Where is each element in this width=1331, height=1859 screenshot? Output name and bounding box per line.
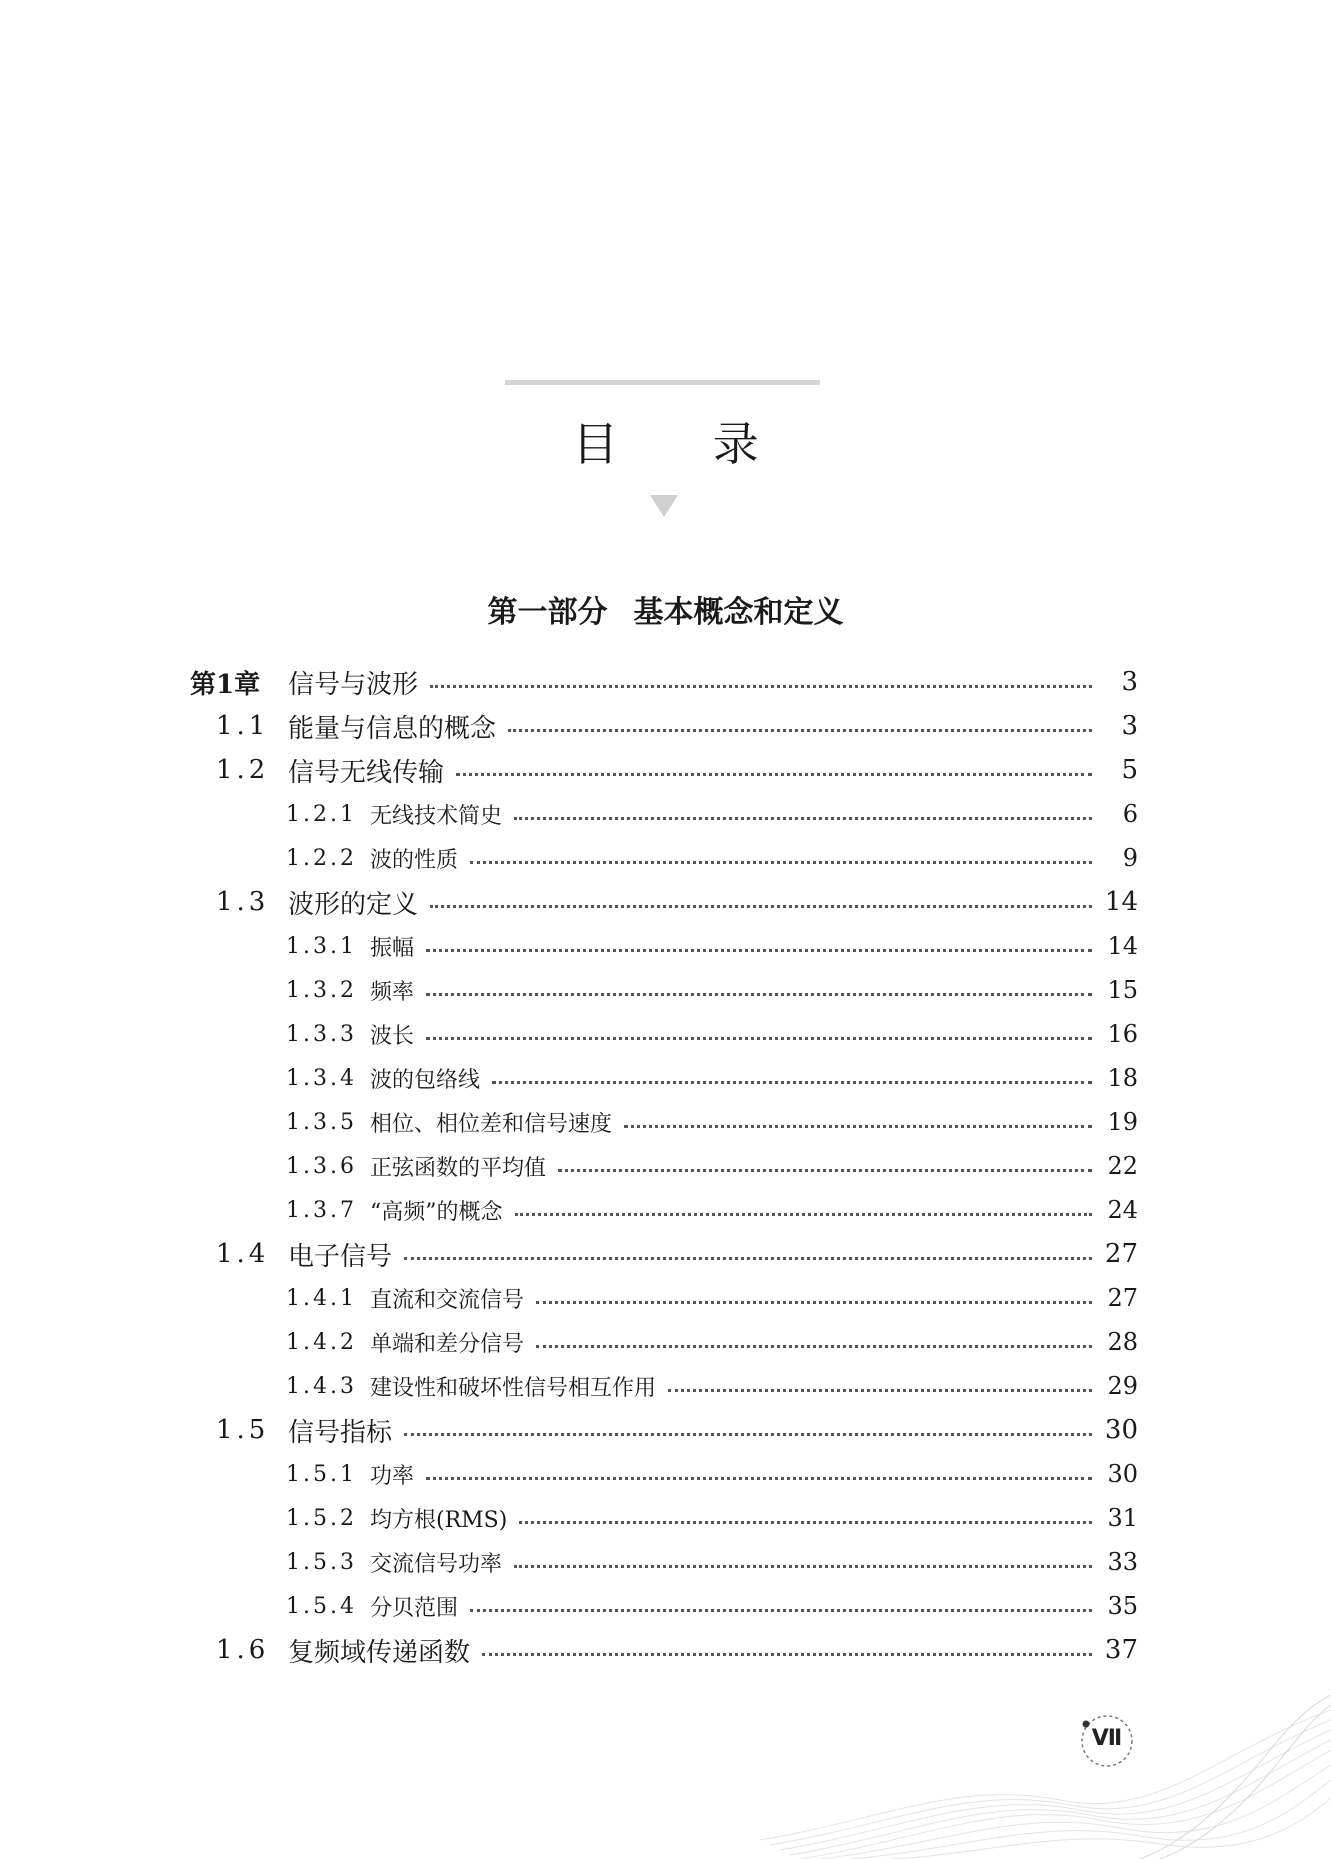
toc-entry[interactable] bbox=[190, 968, 1138, 1012]
toc-entry-page: 14 bbox=[1104, 887, 1138, 917]
toc-entry-title: 电子信号 bbox=[288, 1241, 393, 1272]
toc-entry-number: 1.4.3 bbox=[286, 1373, 357, 1399]
toc-entry-number: 1.3.1 bbox=[286, 933, 357, 959]
page-title: 目 录 bbox=[572, 417, 799, 471]
dot-leader bbox=[536, 1344, 1092, 1348]
toc-entry[interactable] bbox=[190, 792, 1138, 836]
toc-entry-page: 16 bbox=[1107, 1020, 1138, 1048]
toc-entry-page: 3 bbox=[1121, 667, 1138, 697]
toc-entry-number: 1.2 bbox=[216, 755, 270, 785]
toc-entry-page: 27 bbox=[1104, 1239, 1138, 1269]
dot-leader bbox=[514, 816, 1092, 820]
dot-leader bbox=[536, 1300, 1092, 1304]
dot-leader bbox=[514, 1564, 1092, 1568]
toc-entry-title: 分贝范围 bbox=[370, 1595, 459, 1621]
toc-entry-title: 无线技术简史 bbox=[370, 803, 503, 829]
toc-entry[interactable] bbox=[190, 880, 1138, 924]
toc-entry-number: 1.4.2 bbox=[286, 1329, 357, 1355]
toc-entry[interactable] bbox=[190, 1144, 1138, 1188]
toc-entry[interactable] bbox=[190, 1628, 1138, 1672]
dot-leader bbox=[508, 728, 1092, 732]
toc-entry-page: 24 bbox=[1107, 1196, 1138, 1224]
toc-entry-title: 均方根(RMS) bbox=[370, 1507, 508, 1533]
toc-entry[interactable] bbox=[190, 1276, 1138, 1320]
toc-entry[interactable] bbox=[190, 1232, 1138, 1276]
toc-entry-page: 22 bbox=[1107, 1152, 1138, 1180]
toc-entry-number: 1.2.1 bbox=[286, 801, 357, 827]
toc-entry-title: 能量与信息的概念 bbox=[288, 713, 497, 744]
title-top-rule bbox=[505, 380, 820, 385]
decorative-wave bbox=[760, 1690, 1331, 1859]
toc-entry-title: 信号无线传输 bbox=[288, 757, 445, 788]
toc-entry-number: 1.5.4 bbox=[286, 1593, 357, 1619]
toc-entry[interactable] bbox=[190, 660, 1138, 704]
toc-entry[interactable] bbox=[190, 1364, 1138, 1408]
toc-entry-title: 复频域传递函数 bbox=[288, 1637, 471, 1668]
toc-entry-page: 3 bbox=[1121, 711, 1138, 741]
dot-leader bbox=[482, 1652, 1092, 1656]
toc-entry-title: “高频”的概念 bbox=[370, 1199, 503, 1225]
toc-entry-page: 37 bbox=[1104, 1635, 1138, 1665]
toc-entry-title: 相位、相位差和信号速度 bbox=[370, 1111, 613, 1137]
toc-entry-number: 1.3 bbox=[216, 887, 270, 917]
dot-leader bbox=[426, 948, 1092, 952]
toc-entry[interactable] bbox=[190, 1320, 1138, 1364]
toc-entry-page: 15 bbox=[1107, 976, 1138, 1004]
toc-entry-title: 波的性质 bbox=[370, 847, 459, 873]
toc-entry-title: 振幅 bbox=[370, 935, 415, 961]
toc-entry[interactable] bbox=[190, 1056, 1138, 1100]
dot-leader bbox=[515, 1212, 1093, 1216]
dot-leader bbox=[430, 904, 1092, 908]
toc-entry-title: 正弦函数的平均值 bbox=[370, 1155, 547, 1181]
toc-entry[interactable] bbox=[190, 1584, 1138, 1628]
toc-entry-title: 频率 bbox=[370, 979, 415, 1005]
toc-entry-page: 31 bbox=[1107, 1504, 1138, 1532]
toc-entry-number: 1.3.6 bbox=[286, 1153, 357, 1179]
dot-leader bbox=[668, 1388, 1092, 1392]
toc-entry-number: 1.5.3 bbox=[286, 1549, 357, 1575]
toc-entry-number: 1.3.5 bbox=[286, 1109, 357, 1135]
dot-leader bbox=[624, 1124, 1092, 1128]
toc-entry-number: 1.4.1 bbox=[286, 1285, 357, 1311]
dot-leader bbox=[426, 992, 1092, 996]
dot-leader bbox=[558, 1168, 1092, 1172]
dot-leader bbox=[456, 772, 1092, 776]
dot-leader bbox=[404, 1256, 1092, 1260]
toc-entry-page: 30 bbox=[1104, 1415, 1138, 1445]
toc-entry-title: 直流和交流信号 bbox=[370, 1287, 525, 1313]
dot-leader bbox=[519, 1520, 1092, 1524]
dot-leader bbox=[426, 1476, 1092, 1480]
toc-entry-number: 1.3.7 bbox=[286, 1197, 357, 1223]
toc-entry-number: 1.1 bbox=[216, 711, 270, 741]
toc-entry-title: 波长 bbox=[370, 1023, 415, 1049]
toc-entry-number: 1.3.4 bbox=[286, 1065, 357, 1091]
toc-entry[interactable] bbox=[190, 1540, 1138, 1584]
toc-entry-page: 30 bbox=[1107, 1460, 1138, 1488]
toc-entry[interactable] bbox=[190, 1496, 1138, 1540]
page-number: Ⅶ bbox=[1091, 1726, 1123, 1751]
dot-leader bbox=[404, 1432, 1092, 1436]
toc-entry[interactable] bbox=[190, 836, 1138, 880]
toc-entry-page: 9 bbox=[1122, 844, 1138, 872]
toc-entry-title: 信号与波形 bbox=[288, 669, 419, 700]
part-name: 基本概念和定义 bbox=[633, 595, 844, 630]
part-heading bbox=[0, 587, 1331, 631]
toc-entry-page: 28 bbox=[1107, 1328, 1138, 1356]
toc-entry-title: 建设性和破坏性信号相互作用 bbox=[370, 1375, 657, 1401]
dot-leader bbox=[470, 860, 1092, 864]
toc-entry-page: 19 bbox=[1107, 1108, 1138, 1136]
toc-entry-page: 33 bbox=[1107, 1548, 1138, 1576]
dot-leader bbox=[492, 1080, 1092, 1084]
toc-entry[interactable] bbox=[190, 1188, 1138, 1232]
triangle-down-icon bbox=[650, 495, 678, 517]
toc-entry-number: 1.5.1 bbox=[286, 1461, 357, 1487]
toc-entry-title: 交流信号功率 bbox=[370, 1551, 503, 1577]
dot-leader bbox=[430, 684, 1092, 688]
toc-entry-page: 18 bbox=[1107, 1064, 1138, 1092]
toc-entry[interactable] bbox=[190, 748, 1138, 792]
toc-entry-title: 波形的定义 bbox=[288, 889, 419, 920]
part-label: 第一部分 bbox=[487, 595, 608, 630]
toc-entry-title: 功率 bbox=[370, 1463, 415, 1489]
toc-entry-page: 35 bbox=[1107, 1592, 1138, 1620]
toc-entry-title: 波的包络线 bbox=[370, 1067, 481, 1093]
toc-entry-number: 1.4 bbox=[216, 1239, 270, 1269]
toc-entry-number: 1.3.3 bbox=[286, 1021, 357, 1047]
toc-entry[interactable] bbox=[190, 1452, 1138, 1496]
toc-entry-number: 1.5.2 bbox=[286, 1505, 357, 1531]
toc-entry-page: 6 bbox=[1122, 800, 1138, 828]
table-of-contents bbox=[190, 660, 1138, 1672]
toc-entry[interactable] bbox=[190, 1408, 1138, 1452]
toc-entry-page: 29 bbox=[1107, 1372, 1138, 1400]
toc-entry-number: 1.5 bbox=[216, 1415, 270, 1445]
toc-entry-number: 1.6 bbox=[216, 1635, 270, 1665]
toc-entry-page: 14 bbox=[1107, 932, 1138, 960]
dot-leader bbox=[470, 1608, 1092, 1612]
toc-entry-number: 第1章 bbox=[190, 669, 261, 700]
toc-entry-number: 1.3.2 bbox=[286, 977, 357, 1003]
dot-leader bbox=[426, 1036, 1092, 1040]
toc-entry-number: 1.2.2 bbox=[286, 845, 357, 871]
toc-entry-title: 单端和差分信号 bbox=[370, 1331, 525, 1357]
toc-entry[interactable] bbox=[190, 704, 1138, 748]
toc-entry[interactable] bbox=[190, 1100, 1138, 1144]
toc-entry[interactable] bbox=[190, 924, 1138, 968]
toc-entry-title: 信号指标 bbox=[288, 1417, 393, 1448]
toc-entry-page: 27 bbox=[1107, 1284, 1138, 1312]
toc-entry[interactable] bbox=[190, 1012, 1138, 1056]
toc-entry-page: 5 bbox=[1121, 755, 1138, 785]
